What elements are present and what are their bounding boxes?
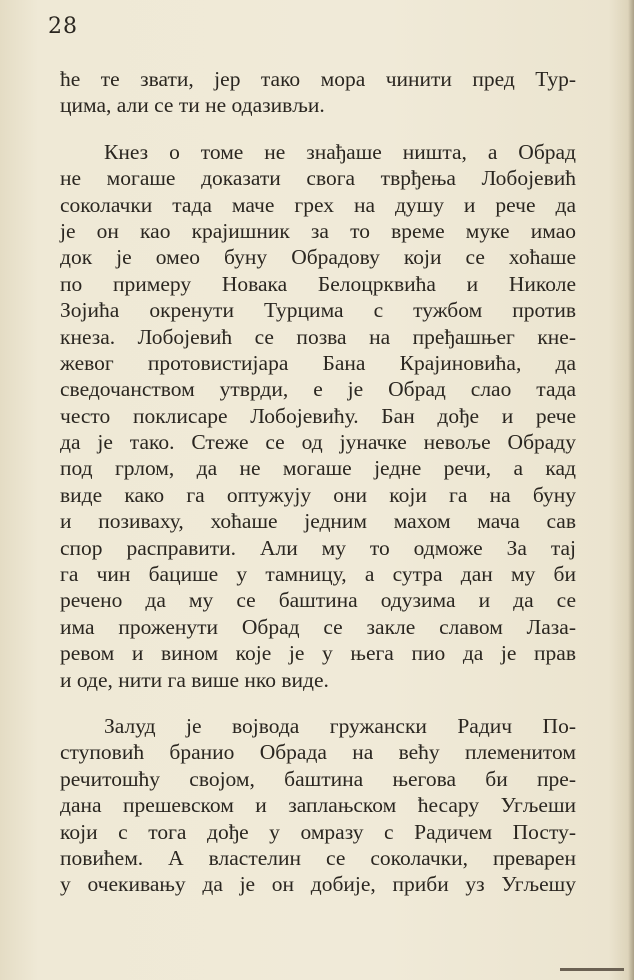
text-line: кнеза. Лобојевић се позва на пређашњег кне-: [60, 324, 576, 349]
text-line: Кнез о томе не знађаше ништа, а Обрад: [104, 139, 576, 164]
text-line: који с тога дође у омразу с Радичем Посту-: [60, 819, 576, 844]
text-line: у очекивању да је он добије, приби уз Угљешу: [60, 872, 576, 897]
text-line: повићем. А властелин се соколачки, преварен: [60, 845, 576, 870]
paragraph-2: [60, 139, 576, 693]
text-line: речено да му се баштина одузима и да се: [60, 588, 576, 613]
bottom-edge-mark: [560, 968, 624, 971]
text-line: сведочанством утврди, е је Обрад слао тада: [60, 377, 576, 402]
text-line: га чин бацише у тамницу, а сутра дан му би: [60, 562, 576, 587]
body-text: [60, 66, 576, 918]
text-line: Залуд је војвода гружански Радич По-: [104, 713, 576, 738]
text-line: жевог протовистијара Бана Крајиновића, да: [60, 350, 576, 375]
paragraph-1: [60, 66, 576, 119]
text-line: да је тако. Стеже се од јуначке невоље Обраду: [60, 430, 576, 455]
page-edge-shadow: [628, 0, 634, 980]
text-line: по примеру Новака Белоцрквића и Николе: [60, 271, 576, 296]
text-line: дана прешевском и заплањском ћесару Угљеши: [60, 793, 576, 818]
text-line: спор расправити. Али му то одможе За тај: [60, 535, 576, 560]
page-number: 28: [48, 14, 78, 39]
text-line: ће те звати, јер тако мора чинити пред Тур-: [60, 67, 576, 91]
text-line: Зојића окренути Турцима с тужбом против: [60, 298, 576, 323]
text-line: виде како га оптужују они који га на буну: [60, 482, 576, 507]
text-line: је он као крајишник за то време муке имао: [60, 218, 576, 243]
text-line: под грлом, да не могаше једне речи, а кад: [60, 456, 576, 481]
text-line: не могаше доказати свога тврђења Лобојевић: [60, 166, 576, 191]
paragraph-3: [60, 713, 576, 898]
text-line: често поклисаре Лобојевићу. Бан дође и рече: [60, 403, 576, 428]
text-line: соколачки тада маче грех на душу и рече да: [60, 192, 576, 217]
text-line: речитошћу својом, баштина његова би пре-: [60, 766, 576, 791]
text-line: цима, али се ти не одазивљи.: [60, 93, 325, 118]
text-line: има проженути Обрад се закле славом Лаза-: [60, 614, 576, 639]
text-line: ступовић бранио Обрада на већу племенитом: [60, 740, 576, 765]
text-line: ревом и вином које је у њега пио да је прав: [60, 641, 576, 666]
text-line: и оде, нити га више нко виде.: [60, 667, 329, 692]
text-line: док је омео буну Обрадову који се хоћаше: [60, 245, 576, 270]
text-line: и позиваху, хоћаше једним махом мача сав: [60, 509, 576, 534]
